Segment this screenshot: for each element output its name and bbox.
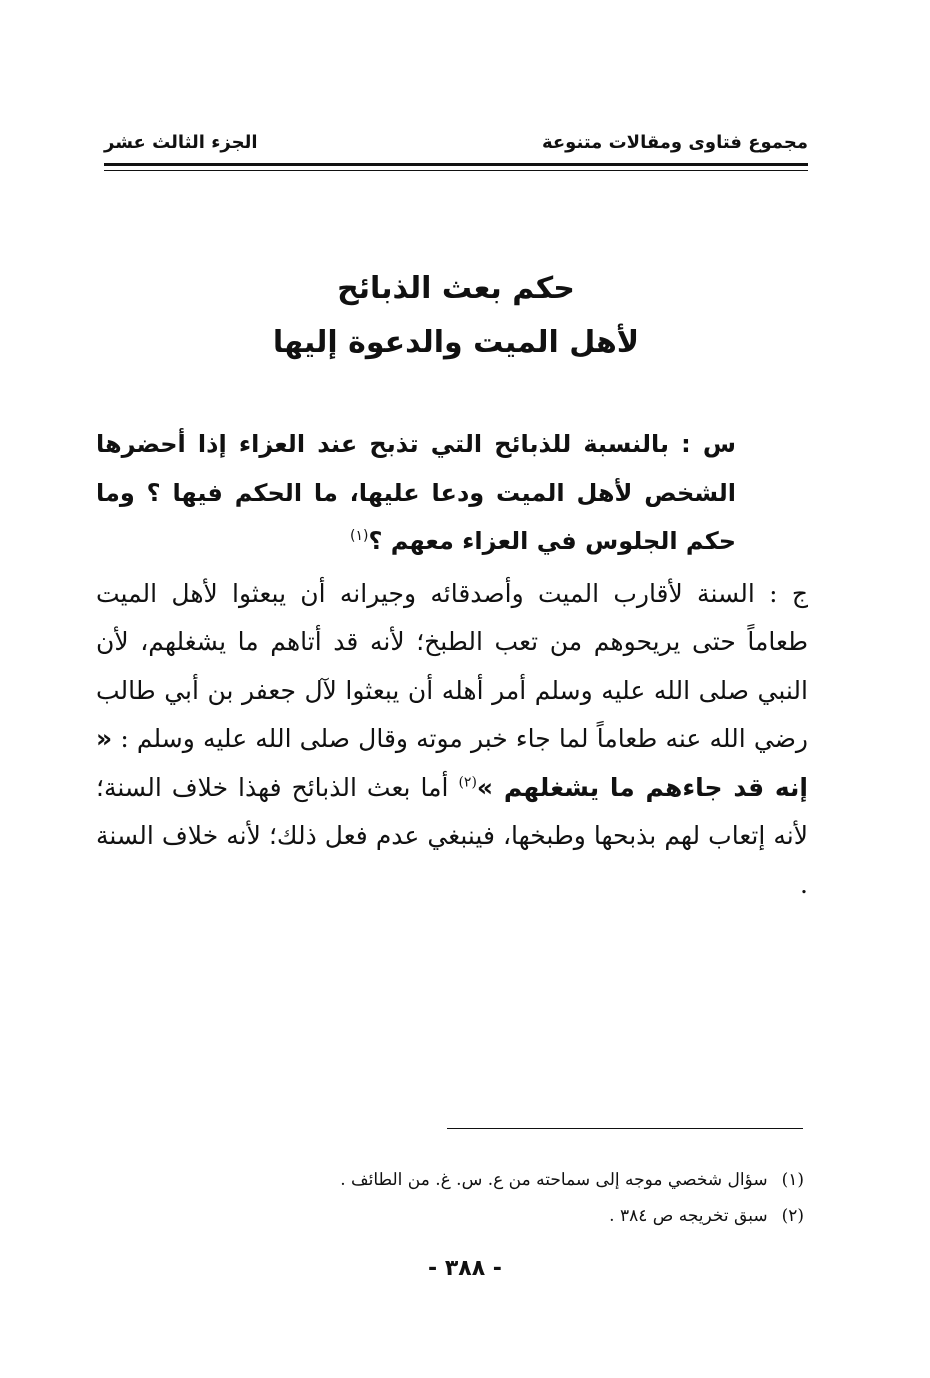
footnote-number: (١) — [781, 1170, 804, 1190]
answer-paragraph — [96, 570, 808, 910]
header-rule-thin — [104, 170, 808, 171]
footnote-text: سبق تخريجه ص ٣٨٤ . — [609, 1206, 768, 1226]
footnote-ref-1: (١) — [349, 528, 369, 544]
footnote-item — [124, 1198, 804, 1234]
footnote-ref-2: (٢) — [458, 774, 477, 791]
hadith-quote: « إنه قد جاءهم ما يشغلهم » — [96, 724, 809, 802]
footnote-text: سؤال شخصي موجه إلى سماحته من ع. س. غ. من الطائف . — [340, 1170, 768, 1190]
title-line-2: لأهل الميت والدعوة إليها — [272, 325, 640, 360]
question-text: س : بالنسبة للذبائح التي تذبح عند العزاء إذا أحضرها الشخص لأهل الميت ودعا عليها، ما الحكم فيها ؟ وما حكم الجلوس في العزاء معهم ؟ — [96, 430, 736, 555]
footnotes — [124, 1162, 804, 1234]
article-title — [104, 262, 808, 370]
header-rule — [104, 163, 808, 166]
question-paragraph — [96, 420, 736, 566]
answer-text-2: أما بعث الذبائح فهذا خلاف السنة؛ لأنه إتعاب لهم بذبحها وطبخها، فينبغي عدم فعل ذلك؛ لأنه خلاف السنة . — [96, 772, 808, 899]
article-body — [96, 420, 808, 909]
running-header — [104, 128, 808, 158]
page-number: - ٣٨٨ - — [428, 1256, 502, 1281]
title-line-1: حكم بعث الذبائح — [337, 271, 575, 306]
footnote-item — [124, 1162, 804, 1198]
footnote-number: (٢) — [781, 1206, 804, 1226]
book-title: مجموع فتاوى ومقالات متنوعة — [541, 132, 808, 153]
volume-label: الجزء الثالث عشر — [104, 132, 258, 153]
footnote-separator — [447, 1128, 803, 1129]
answer-text-1: ج : السنة لأقارب الميت وأصدقائه وجيرانه أن يبعثوا لأهل الميت طعاماً حتى يريحوهم من تعب الطبخ؛ لأنه قد أتاهم ما يشغلهم، لأن النبي صلى الله عليه وسلم أمر أهله أن يبعثوا لآل جعفر بن أبي طالب رضي الله عنه طعاماً لما جاء خبر موته وقال صلى الله عليه وسلم : — [96, 578, 808, 753]
